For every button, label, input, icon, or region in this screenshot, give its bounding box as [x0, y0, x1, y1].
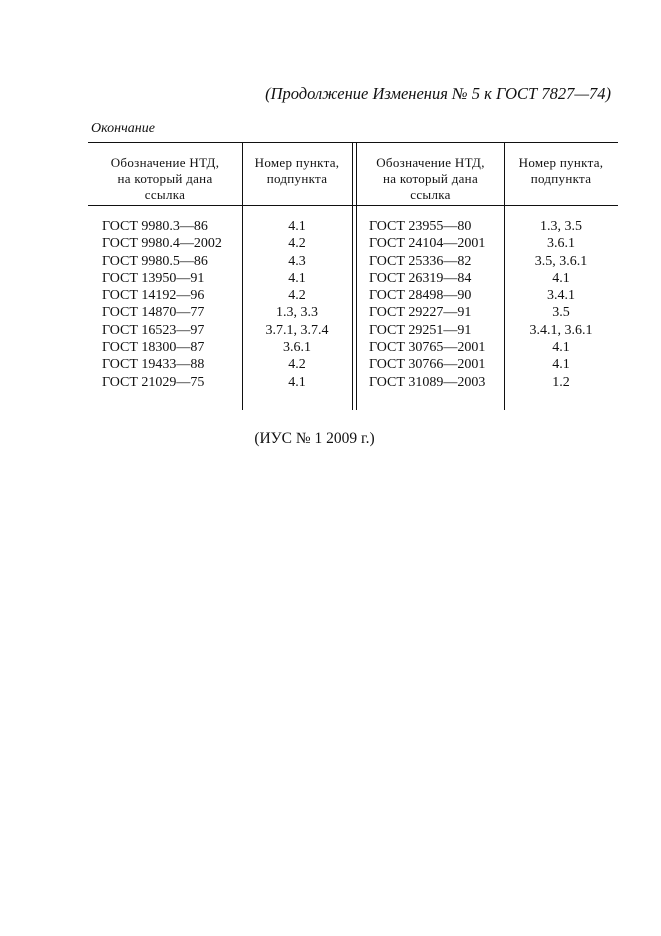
ntd-code-cell: ГОСТ 13950—91 [102, 270, 205, 286]
point-number-cell: 4.2 [288, 288, 306, 304]
point-number-cell: 3.4.1, 3.6.1 [529, 322, 593, 338]
ntd-code-cell: ГОСТ 23955—80 [369, 219, 472, 234]
section-label: Окончание [91, 121, 155, 136]
point-number-cell: 4.1 [552, 270, 570, 286]
ntd-code-cell: ГОСТ 9980.3—86 [102, 219, 208, 234]
ntd-code-cell: ГОСТ 24104—2001 [369, 236, 486, 252]
continuation-note: (Продолжение Изменения № 5 к ГОСТ 7827—74) [265, 84, 611, 103]
left-point-column [242, 218, 352, 391]
point-number-cell: 1.3, 3.5 [540, 219, 582, 234]
header-cell-point: Номер пункта, подпункта [518, 155, 604, 186]
point-number-cell: 3.7.1, 3.7.4 [265, 322, 329, 338]
header-cell-ntd: Обозначение НТД, на который дана ссылка [110, 155, 220, 202]
point-number-cell: 4.1 [552, 357, 570, 373]
point-number-cell: 3.6.1 [547, 236, 575, 252]
header-cell-point: Номер пункта, подпункта [254, 155, 340, 186]
right-point-column [504, 218, 618, 391]
point-number-cell: 3.5, 3.6.1 [534, 253, 588, 269]
point-number-cell: 4.1 [552, 340, 570, 356]
ntd-code-cell: ГОСТ 26319—84 [369, 270, 472, 286]
ntd-code-cell: ГОСТ 14192—96 [102, 288, 205, 304]
ntd-code-cell: ГОСТ 28498—90 [369, 288, 472, 304]
point-number-cell: 4.1 [288, 270, 306, 286]
point-number-cell: 4.3 [288, 253, 306, 269]
ntd-code-cell: ГОСТ 14870—77 [102, 305, 205, 321]
ntd-code-cell: ГОСТ 31089—2003 [369, 374, 486, 390]
ntd-code-cell: ГОСТ 30766—2001 [369, 357, 486, 373]
point-number-cell: 3.6.1 [283, 340, 311, 356]
ntd-code-cell: ГОСТ 30765—2001 [369, 340, 486, 356]
ntd-code-cell: ГОСТ 18300—87 [102, 340, 205, 356]
point-number-cell: 4.2 [288, 357, 306, 373]
point-number-cell: 4.2 [288, 236, 306, 252]
ntd-code-cell: ГОСТ 21029—75 [102, 374, 205, 390]
header-cell-ntd: Обозначение НТД, на который дана ссылка [376, 155, 485, 202]
reference-table [88, 142, 618, 410]
ntd-code-cell: ГОСТ 25336—82 [369, 253, 472, 269]
ntd-code-cell: ГОСТ 19433—88 [102, 357, 205, 373]
point-number-cell: 1.2 [552, 374, 570, 390]
footer-note: (ИУС № 1 2009 г.) [254, 430, 375, 447]
ntd-code-cell: ГОСТ 29227—91 [369, 305, 472, 321]
table-header-border [88, 205, 618, 206]
point-number-cell: 3.5 [552, 305, 570, 321]
ntd-code-cell: ГОСТ 9980.4—2002 [102, 236, 222, 252]
point-number-cell: 3.4.1 [547, 288, 575, 304]
ntd-code-cell: ГОСТ 16523—97 [102, 322, 205, 338]
ntd-code-cell: ГОСТ 29251—91 [369, 322, 472, 338]
point-number-cell: 1.3, 3.3 [276, 305, 318, 321]
point-number-cell: 4.1 [288, 374, 306, 390]
table-top-border [88, 142, 618, 143]
point-number-cell: 4.1 [288, 219, 306, 234]
ntd-code-cell: ГОСТ 9980.5—86 [102, 253, 208, 269]
right-code-column [369, 218, 504, 391]
column-divider-double-a [352, 142, 353, 410]
left-code-column [102, 218, 242, 391]
